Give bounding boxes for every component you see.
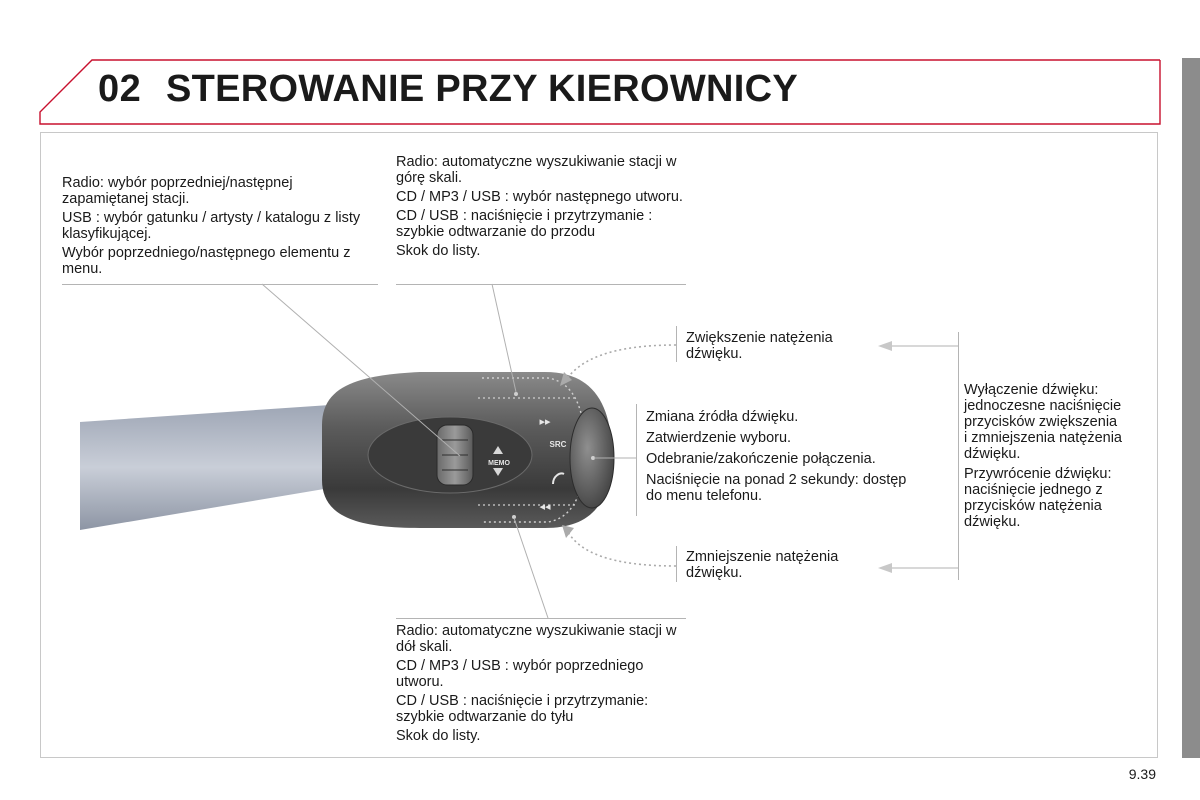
callout-text: Skok do listy. [396,243,481,259]
callout-seek-stations [62,175,374,280]
callout-text: USB : wybór gatunku / artysty / katalogu z listy klasyfikującej. [62,210,361,242]
src-label: SRC [549,440,567,449]
divider [62,284,378,285]
callout-volume-down [686,549,866,584]
callout-source [646,409,916,507]
callout-text: Przywrócenie dźwięku: naciśnięcie jednego z przycisków natężenia dźwięku. [964,466,1112,530]
divider [636,404,637,516]
divider [676,546,677,582]
memo-label: MEMO [488,460,510,467]
callout-text: Zatwierdzenie wyboru. [646,430,792,446]
callout-text: Zwiększenie natężenia dźwięku. [686,330,833,362]
callout-mute [964,382,1124,533]
callout-text: Radio: automatyczne wyszukiwanie stacji w górę skali. [396,154,677,186]
forward-icon: ▸▸ [539,416,551,428]
callout-volume-up [686,330,866,365]
callout-text: Wybór poprzedniego/następnego elementu z menu. [62,245,351,277]
callout-text: Zmniejszenie natężenia dźwięku. [686,549,839,581]
callout-text: CD / MP3 / USB : wybór poprzedniego utworu. [396,658,644,690]
callout-text: CD / MP3 / USB : wybór następnego utworu. [396,189,683,205]
page-number: 9.39 [1128,766,1156,782]
callout-text: Odebranie/zakończenie połączenia. [646,451,876,467]
callout-previous-track [396,623,686,747]
callout-text: Wyłączenie dźwięku: jednoczesne naciśnięcie przycisków zwiększenia i zmniejszenia natężenia dźwięku. [964,382,1122,462]
callout-text: CD / USB : naciśnięcie i przytrzymanie : szybkie odtwarzanie do przodu [396,208,653,240]
volume-down-arrow-icon [562,525,574,538]
callout-text: Radio: automatyczne wyszukiwanie stacji w dół skali. [396,623,677,655]
callout-text: Zmiana źródła dźwięku. [646,409,799,425]
stalk-arm [80,405,330,530]
rewind-icon: ◂◂ [539,501,551,513]
callout-text: CD / USB : naciśnięcie i przytrzymanie: szybkie odtwarzanie do tyłu [396,693,649,725]
callout-next-track [396,154,686,262]
callout-text: Radio: wybór poprzedniej/następnej zapamiętanej stacji. [62,175,293,207]
divider [396,618,686,619]
callout-text: Skok do listy. [396,728,481,744]
divider [396,284,686,285]
chapter-number: 02 [98,68,142,110]
page-title: STEROWANIE PRZY KIEROWNICY [166,68,799,110]
divider [958,332,959,580]
divider [676,326,677,362]
callout-text: Naciśnięcie na ponad 2 sekundy: dostęp do menu telefonu. [646,472,907,504]
